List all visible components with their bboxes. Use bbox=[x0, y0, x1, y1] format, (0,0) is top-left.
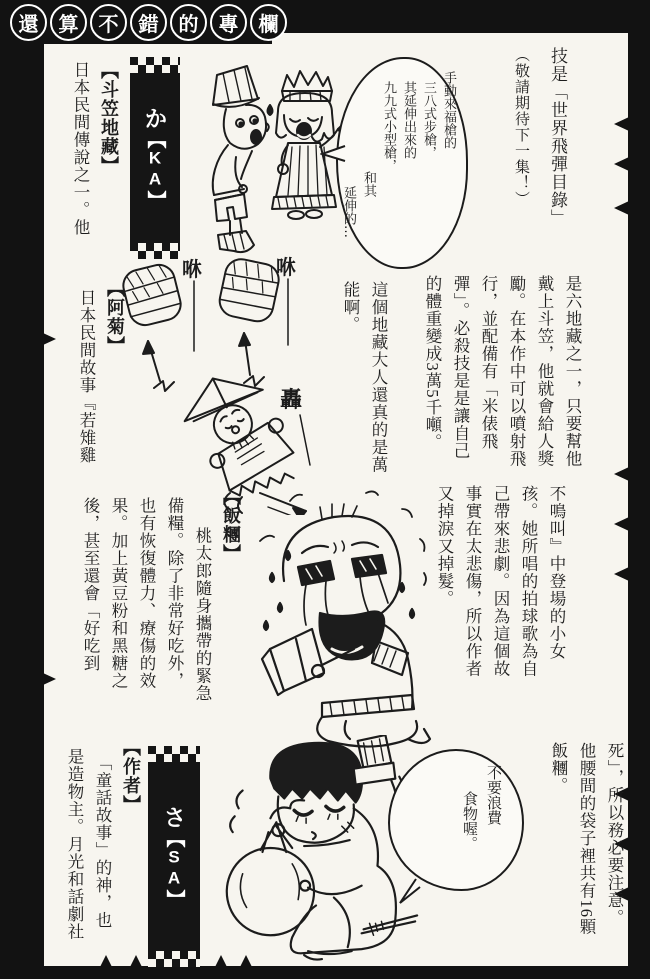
entry-text-column: 能啊。 bbox=[341, 281, 360, 334]
entry-text-column: 備糧。除了非常好吃外， bbox=[165, 497, 184, 690]
title-badge bbox=[250, 4, 287, 41]
speech-text-column: 三八式步槍， bbox=[421, 81, 436, 159]
entry-text-column: 技是「世界飛彈目錄」 bbox=[548, 47, 567, 227]
entry-text-column: 事實在太悲傷，所以作者 bbox=[463, 485, 482, 678]
illustration-sack-figure bbox=[212, 735, 422, 965]
checker-pattern bbox=[148, 951, 200, 967]
entry-text-column: 死」，所以務必要注意。 bbox=[605, 742, 624, 927]
title-badge bbox=[50, 4, 87, 41]
torn-edge-spike bbox=[614, 201, 629, 215]
index-latin: KA bbox=[145, 148, 165, 191]
speech-bubble-text bbox=[410, 765, 506, 881]
sfx-boom: 轟 bbox=[280, 388, 303, 413]
speech-bubble-text bbox=[336, 71, 458, 261]
speech-bubble-food bbox=[388, 749, 524, 891]
entry-text-column: 孩。她所唱的拍球歌為自 bbox=[519, 485, 538, 678]
speech-text-column: 不要浪費 bbox=[485, 765, 503, 825]
illustration-kasa-jizo-characters bbox=[190, 59, 340, 271]
checker-pattern bbox=[130, 57, 180, 73]
torn-edge-spike bbox=[43, 673, 56, 685]
speech-text-column: 和其 bbox=[361, 171, 376, 197]
entry-text-column: 行，並配備有「米俵飛 bbox=[479, 275, 498, 450]
column-title bbox=[10, 4, 287, 41]
checker-pattern bbox=[130, 243, 180, 259]
entry-heading: 【斗笠地藏】 bbox=[99, 61, 119, 175]
bracket: 【 bbox=[163, 828, 185, 847]
speech-text-column: 延伸的… bbox=[341, 186, 356, 238]
speech-text-column: 食物喔。 bbox=[461, 791, 479, 851]
title-char: 不 bbox=[98, 14, 119, 36]
entry-text-column: 飯糰。 bbox=[549, 742, 568, 795]
index-bar-sa bbox=[148, 746, 200, 967]
speech-bubble-tail bbox=[396, 877, 422, 905]
torn-edge-spike bbox=[614, 567, 629, 581]
title-char: 還 bbox=[18, 14, 39, 36]
entry-text-column: 也有恢復體力、療傷的效 bbox=[137, 497, 156, 690]
sfx-whoosh: 咻 bbox=[182, 257, 202, 281]
speech-bubble-tail bbox=[320, 143, 346, 165]
index-latin: SA bbox=[164, 847, 184, 889]
entry-text-column: 又掉淚又掉髮。 bbox=[435, 485, 454, 608]
entry-text-column: 勵。在本作中可以噴射飛 bbox=[507, 275, 526, 468]
entry-heading: 【飯糰】 bbox=[221, 487, 241, 563]
speech-text-column: 手動來福槍的 bbox=[441, 71, 456, 149]
entry-kasa-jizo-text bbox=[416, 275, 586, 475]
entry-text-column: 是造物主。月光和話劇社 bbox=[65, 748, 84, 941]
entry-text-column: 不鳴叫』中登場的小女 bbox=[547, 485, 566, 660]
entry-text-column: （敬請期待下一集！） bbox=[513, 47, 529, 207]
title-char: 專 bbox=[218, 14, 239, 36]
torn-edge-spike bbox=[614, 517, 629, 531]
entry-author-text bbox=[56, 738, 146, 964]
title-badge bbox=[170, 4, 207, 41]
torn-edge-spike bbox=[614, 467, 629, 481]
sfx-whoosh: 咻 bbox=[276, 255, 296, 279]
entry-text-column: 戴上斗笠，他就會給人獎 bbox=[535, 275, 554, 468]
entry-text-column: 後，甚至還會「好吃到 bbox=[81, 497, 100, 672]
entry-text-column: 己帶來悲劇。因為這個故 bbox=[491, 485, 510, 678]
entry-text-column: 的體重變成3萬5千噸。 bbox=[423, 275, 442, 451]
speech-bubble-rifle bbox=[336, 57, 468, 269]
index-bar-sa-label bbox=[158, 805, 191, 908]
paper-sheet bbox=[44, 33, 628, 966]
entry-okiku-text bbox=[422, 485, 570, 703]
entry-text-column: 桃太郎隨身攜帶的緊急 bbox=[193, 527, 212, 702]
index-kana: か bbox=[141, 106, 168, 130]
bracket: 【 bbox=[144, 129, 166, 149]
illustration-crying-author bbox=[226, 481, 436, 753]
speech-text-column: 其延伸出來的 bbox=[401, 81, 416, 159]
title-char: 的 bbox=[178, 14, 199, 36]
torn-edge-spike bbox=[614, 157, 629, 171]
entry-text-column: 這個地藏大人還真的是萬 bbox=[369, 281, 388, 474]
entry-text-column: 彈」。必殺技是是讓自己 bbox=[451, 275, 470, 460]
index-kana: さ bbox=[160, 805, 187, 828]
title-badge bbox=[10, 4, 47, 41]
torn-edge-spike bbox=[614, 117, 629, 131]
title-badge bbox=[130, 4, 167, 41]
index-bar-ka bbox=[130, 57, 180, 259]
title-char: 算 bbox=[58, 14, 79, 36]
title-badge bbox=[90, 4, 127, 41]
entry-text-column: 他腰間的袋子裡共有16顆 bbox=[577, 742, 596, 936]
speech-text-column: 九九式小型槍， bbox=[381, 81, 396, 172]
entry-kasa-jizo-text-2 bbox=[334, 281, 392, 486]
title-char: 錯 bbox=[138, 14, 159, 36]
prev-entry-ending-text bbox=[500, 47, 576, 291]
entry-text-column: 果。加上黃豆粉和黑糖之 bbox=[109, 497, 128, 690]
bracket: 】 bbox=[144, 190, 166, 210]
entry-kasa-jizo-head bbox=[60, 61, 124, 291]
entry-heading: 【阿菊】 bbox=[105, 279, 125, 355]
title-char: 欄 bbox=[258, 14, 279, 36]
entry-text-column: 是六地藏之一，只要幫他 bbox=[563, 275, 582, 468]
bracket: 】 bbox=[163, 889, 185, 908]
title-badge bbox=[210, 4, 247, 41]
illustration-jizo-rocket bbox=[110, 255, 345, 515]
entry-onigiri-text bbox=[60, 487, 246, 745]
entry-onigiri-text-2 bbox=[538, 742, 628, 966]
checker-pattern bbox=[148, 746, 200, 762]
entry-heading: 【作者】 bbox=[121, 738, 141, 814]
torn-edge-spike bbox=[43, 333, 56, 345]
entry-text-column: 日本民間傳說之一。他 bbox=[71, 61, 90, 236]
entry-text-column: 日本民間故事『若雉雞 bbox=[77, 289, 96, 464]
index-bar-ka-label bbox=[139, 107, 172, 210]
entry-okiku-head bbox=[66, 279, 130, 511]
entry-text-column: 「童話故事」的神，也 bbox=[93, 754, 112, 929]
